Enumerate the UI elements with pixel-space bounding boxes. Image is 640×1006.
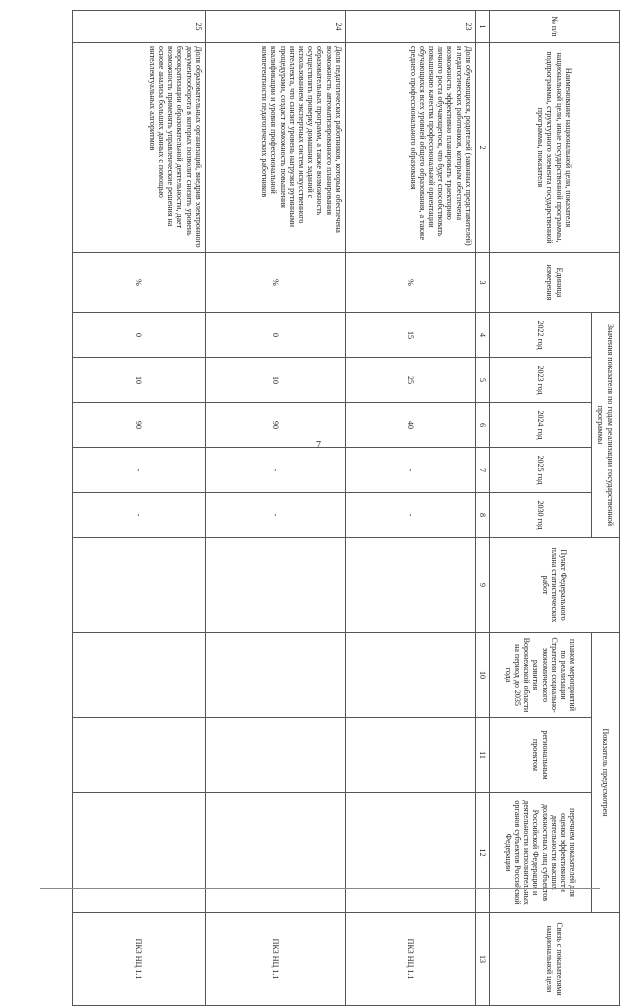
row-value: - bbox=[205, 448, 345, 493]
header-regional: региональным проектом bbox=[490, 718, 592, 793]
header-year: 2030 год bbox=[490, 493, 592, 538]
table-row bbox=[345, 11, 475, 1006]
column-number: 8 bbox=[475, 493, 489, 538]
row-regional bbox=[345, 718, 475, 793]
row-unit: % bbox=[345, 253, 475, 313]
row-plan bbox=[205, 633, 345, 718]
row-efficiency bbox=[345, 793, 475, 913]
row-value: 40 bbox=[345, 403, 475, 448]
column-number: 1 bbox=[475, 11, 489, 43]
column-number: 9 bbox=[475, 538, 489, 633]
header-num: № п/п bbox=[490, 11, 620, 43]
table-row bbox=[72, 11, 205, 1006]
table-row bbox=[205, 11, 345, 1006]
row-unit: % bbox=[205, 253, 345, 313]
row-num: 25 bbox=[72, 11, 205, 43]
row-name: Доля обучающихся, родителей (законных представителей) и педагогических работников, которым обеспечена возможность эффективно планировать траекторию личного роста обучающегося, что будет способствовать повышению качества профессиональной ориентации обучающихся всех уровней общего образования, а также среднего профессионального образования bbox=[345, 43, 475, 253]
header-name: Наименование национальной цели, показателя национальной цели, иные государственной программы, подпрограммы, структурного элемента государственной программы, показателя bbox=[490, 43, 620, 253]
header-fed-plan: Пункт Федерального плана статистических работ bbox=[490, 538, 620, 633]
header-unit: Единица измерения bbox=[490, 253, 620, 313]
row-regional bbox=[72, 718, 205, 793]
row-efficiency bbox=[205, 793, 345, 913]
row-name: Доля образовательных организаций, внедрив электронного документооборота в которых позволит снизить уровень бюрократизации образовательной деятельности, дает возможность применять управленческие решения на основе анализа больших данных с помощью интеллектуальных алгоритмов bbox=[72, 43, 205, 253]
row-num: 24 bbox=[205, 11, 345, 43]
column-number: 2 bbox=[475, 43, 489, 253]
row-value: - bbox=[72, 493, 205, 538]
column-number: 4 bbox=[475, 313, 489, 358]
column-number: 11 bbox=[475, 718, 489, 793]
row-num: 23 bbox=[345, 11, 475, 43]
header-year: 2024 год bbox=[490, 403, 592, 448]
header-values-group: Значения показателя по годам реализации государственной программы bbox=[592, 313, 620, 538]
row-value: 90 bbox=[205, 403, 345, 448]
column-number: 3 bbox=[475, 253, 489, 313]
row-value: 15 bbox=[345, 313, 475, 358]
row-value: 90 bbox=[72, 403, 205, 448]
column-number: 6 bbox=[475, 403, 489, 448]
header-year: 2022 год bbox=[490, 313, 592, 358]
row-name: Доля педагогических работников, которым обеспечена возможность автоматизированного планирования образовательных программ, а также возможность осуществлять проверку домашних заданий с использованием экспертных систем искусственного интеллекта, что снизит уровень нагрузки рутинными процедурами, создаст возможность повышения квалификации и уровня профессиональной компетентности педагогических работников bbox=[205, 43, 345, 253]
row-fed-plan bbox=[72, 538, 205, 633]
footer-divider bbox=[40, 888, 600, 889]
row-link: ПКЗ НЦ 1.1 bbox=[72, 913, 205, 1006]
column-number: 13 bbox=[475, 913, 489, 1006]
column-number: 5 bbox=[475, 358, 489, 403]
indicator-table bbox=[72, 10, 620, 1006]
column-number: 7 bbox=[475, 448, 489, 493]
column-number: 10 bbox=[475, 633, 489, 718]
column-number: 12 bbox=[475, 793, 489, 913]
header-year: 2023 год bbox=[490, 358, 592, 403]
row-fed-plan bbox=[345, 538, 475, 633]
row-unit: % bbox=[72, 253, 205, 313]
column-number-row bbox=[475, 11, 489, 1006]
row-plan bbox=[345, 633, 475, 718]
header-year: 2025 год bbox=[490, 448, 592, 493]
header-link: Связь с показателями национальной цели bbox=[490, 913, 620, 1006]
row-efficiency bbox=[72, 793, 205, 913]
row-regional bbox=[205, 718, 345, 793]
rotated-page-area bbox=[75, 10, 620, 996]
row-value: 25 bbox=[345, 358, 475, 403]
header-efficiency: перечнем показателей для оценки эффективности деятельности высших должностных лиц субъектов Российской Федерации и деятельности исполнительных органов субъектов Российской Федерации bbox=[490, 793, 592, 913]
row-link: ПКЗ НЦ 1.1 bbox=[205, 913, 345, 1006]
row-fed-plan bbox=[205, 538, 345, 633]
header-plan: планом мероприятий по реализации Стратегии социально-экономического развития Воронежской области на период до 2035 года bbox=[490, 633, 592, 718]
page-number: 7 bbox=[316, 440, 321, 451]
row-value: 0 bbox=[205, 313, 345, 358]
row-value: 10 bbox=[72, 358, 205, 403]
row-value: - bbox=[345, 448, 475, 493]
row-value: 10 bbox=[205, 358, 345, 403]
row-value: - bbox=[205, 493, 345, 538]
row-value: 0 bbox=[72, 313, 205, 358]
header-provided-group: Показатель предусмотрен bbox=[592, 633, 620, 913]
row-link: ПКЗ НЦ 1.1 bbox=[345, 913, 475, 1006]
row-value: - bbox=[72, 448, 205, 493]
row-value: - bbox=[345, 493, 475, 538]
indicator-table-container bbox=[75, 10, 620, 996]
row-plan bbox=[72, 633, 205, 718]
